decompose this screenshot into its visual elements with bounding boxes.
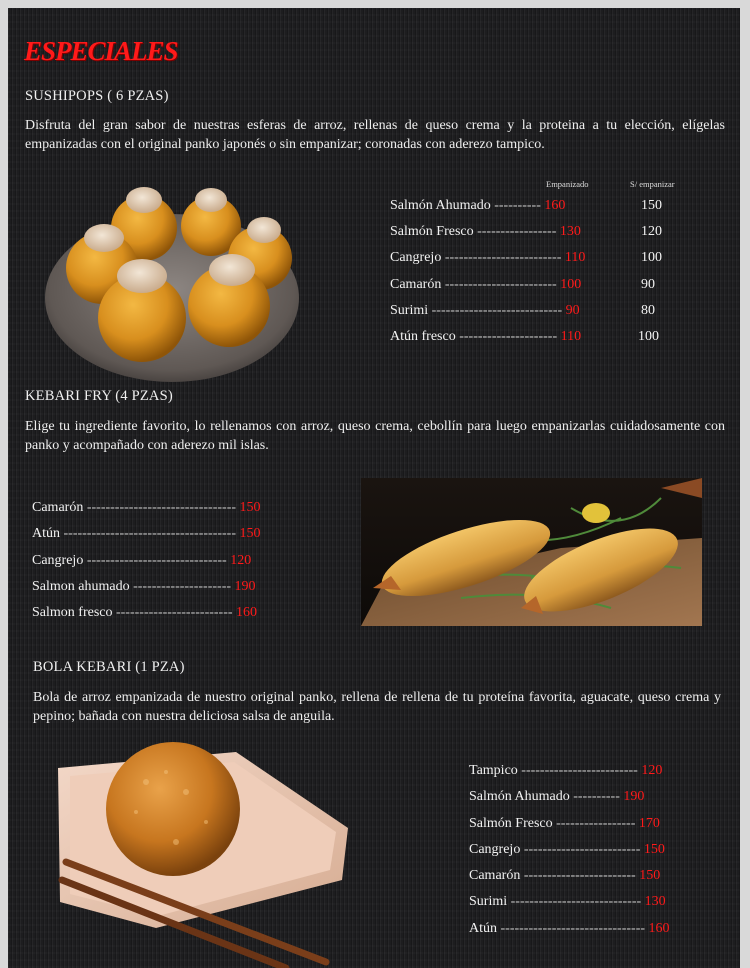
- item-leader: ----------------------------: [431, 303, 563, 318]
- kebari-fry-photo: [361, 478, 702, 626]
- list-item: [469, 868, 660, 884]
- item-name: Cangrejo: [469, 842, 521, 857]
- item-leader: ------------------------: [523, 868, 636, 883]
- item-leader: ---------------------: [459, 329, 558, 344]
- list-item: [32, 579, 256, 595]
- section-heading-sushipops: SUSHIPOPS ( 6 PZAS): [25, 88, 169, 104]
- section-heading-bola-kebari: BOLA KEBARI (1 PZA): [33, 659, 185, 675]
- item-price: 150: [643, 842, 665, 857]
- item-leader: -----------------: [556, 816, 636, 831]
- item-leader: ------------------------------: [86, 553, 227, 568]
- item-name: Surimi: [390, 303, 429, 318]
- list-item: [32, 553, 251, 569]
- item-leader: -------------------------: [521, 763, 638, 778]
- item-price-sin-empanizar: 150: [641, 198, 662, 213]
- page-title: ESPECIALES: [24, 36, 178, 66]
- list-item: [390, 224, 581, 240]
- item-price-sin-empanizar: 100: [641, 250, 662, 265]
- item-leader: ----------: [573, 789, 620, 804]
- item-name: Camarón: [469, 868, 521, 883]
- list-item: [32, 605, 257, 621]
- item-price-sin-empanizar: 120: [641, 224, 662, 239]
- item-leader: -------------------------------: [500, 921, 646, 936]
- item-price: 160: [648, 921, 670, 936]
- list-item: [469, 816, 660, 832]
- item-leader: ----------: [494, 198, 541, 213]
- item-price-sin-empanizar: 80: [641, 303, 655, 318]
- item-leader: -------------------------: [444, 250, 562, 265]
- item-leader: -------------------------: [523, 842, 641, 857]
- section-heading-kebari-fry: KEBARI FRY (4 PZAS): [25, 388, 173, 404]
- item-price: 130: [644, 894, 666, 909]
- item-price: 120: [641, 763, 663, 778]
- item-name: Tampico: [469, 763, 518, 778]
- item-price: 160: [544, 198, 566, 213]
- item-price: 170: [638, 816, 660, 831]
- item-leader: -------------------------------------: [63, 526, 236, 541]
- item-price: 90: [565, 303, 580, 318]
- item-price: 190: [234, 579, 256, 594]
- list-item: [32, 500, 261, 516]
- list-item: [32, 526, 261, 542]
- item-name: Salmon fresco: [32, 605, 113, 620]
- list-item: [390, 303, 580, 319]
- item-price: 120: [230, 553, 252, 568]
- list-item: [469, 789, 644, 805]
- item-name: Surimi: [469, 894, 508, 909]
- item-leader: ------------------------: [444, 277, 557, 292]
- list-item: [469, 921, 670, 937]
- item-leader: --------------------------------: [86, 500, 237, 515]
- item-name: Salmón Ahumado: [390, 198, 491, 213]
- list-item: [390, 250, 585, 266]
- item-leader: -------------------------: [115, 605, 233, 620]
- item-price: 160: [236, 605, 258, 620]
- item-price: 150: [239, 500, 261, 515]
- item-price: 110: [564, 250, 586, 265]
- item-price: 100: [560, 277, 582, 292]
- list-item: [469, 894, 666, 910]
- list-item: [390, 329, 581, 345]
- column-header-empanizado: Empanizado: [546, 179, 589, 189]
- item-price: 110: [560, 329, 582, 344]
- item-price: 150: [639, 868, 661, 883]
- item-leader: -----------------: [477, 224, 557, 239]
- item-price: 190: [623, 789, 645, 804]
- item-leader: ---------------------: [133, 579, 232, 594]
- list-item: [469, 842, 665, 858]
- menu-page: [8, 8, 740, 968]
- item-name: Cangrejo: [32, 553, 84, 568]
- section-description-kebari-fry: Elige tu ingrediente favorito, lo rellenamos con arroz, queso crema, cebollín para luego empanizarlas cuidadosamente con panko y acompañado con aderezo mil islas.: [25, 419, 725, 453]
- sushipops-photo: [44, 158, 306, 384]
- item-leader: ----------------------------: [510, 894, 642, 909]
- list-item: [390, 277, 581, 293]
- item-price: 130: [559, 224, 581, 239]
- item-price: 150: [239, 526, 261, 541]
- item-name: Cangrejo: [390, 250, 442, 265]
- item-name: Salmón Ahumado: [469, 789, 570, 804]
- item-price-sin-empanizar: 90: [641, 277, 655, 292]
- item-name: Salmon ahumado: [32, 579, 130, 594]
- item-name: Camarón: [390, 277, 442, 292]
- section-description-bola-kebari: Bola de arroz empanizada de nuestro original panko, rellena de rellena de tu proteína favorita, aguacate, queso crema y pepino; bañada con nuestra deliciosa salsa de anguila.: [33, 690, 721, 724]
- list-item: [390, 198, 565, 214]
- section-description-sushipops: Disfruta del gran sabor de nuestras esferas de arroz, rellenas de queso crema y la proteina a tu elección, elígelas empanizadas con el original panko japonés o sin empanizar; coronadas con aderezo tampico.: [25, 118, 725, 152]
- item-name: Atún: [469, 921, 497, 936]
- item-name: Atún: [32, 526, 60, 541]
- item-name: Salmón Fresco: [390, 224, 474, 239]
- item-name: Salmón Fresco: [469, 816, 553, 831]
- column-header-sin-empanizar: S/ empanizar: [630, 179, 675, 189]
- bola-kebari-photo: [56, 732, 352, 968]
- item-name: Camarón: [32, 500, 87, 515]
- item-price-sin-empanizar: 100: [638, 329, 659, 344]
- item-name: Atún fresco: [390, 329, 456, 344]
- list-item: [469, 763, 662, 779]
